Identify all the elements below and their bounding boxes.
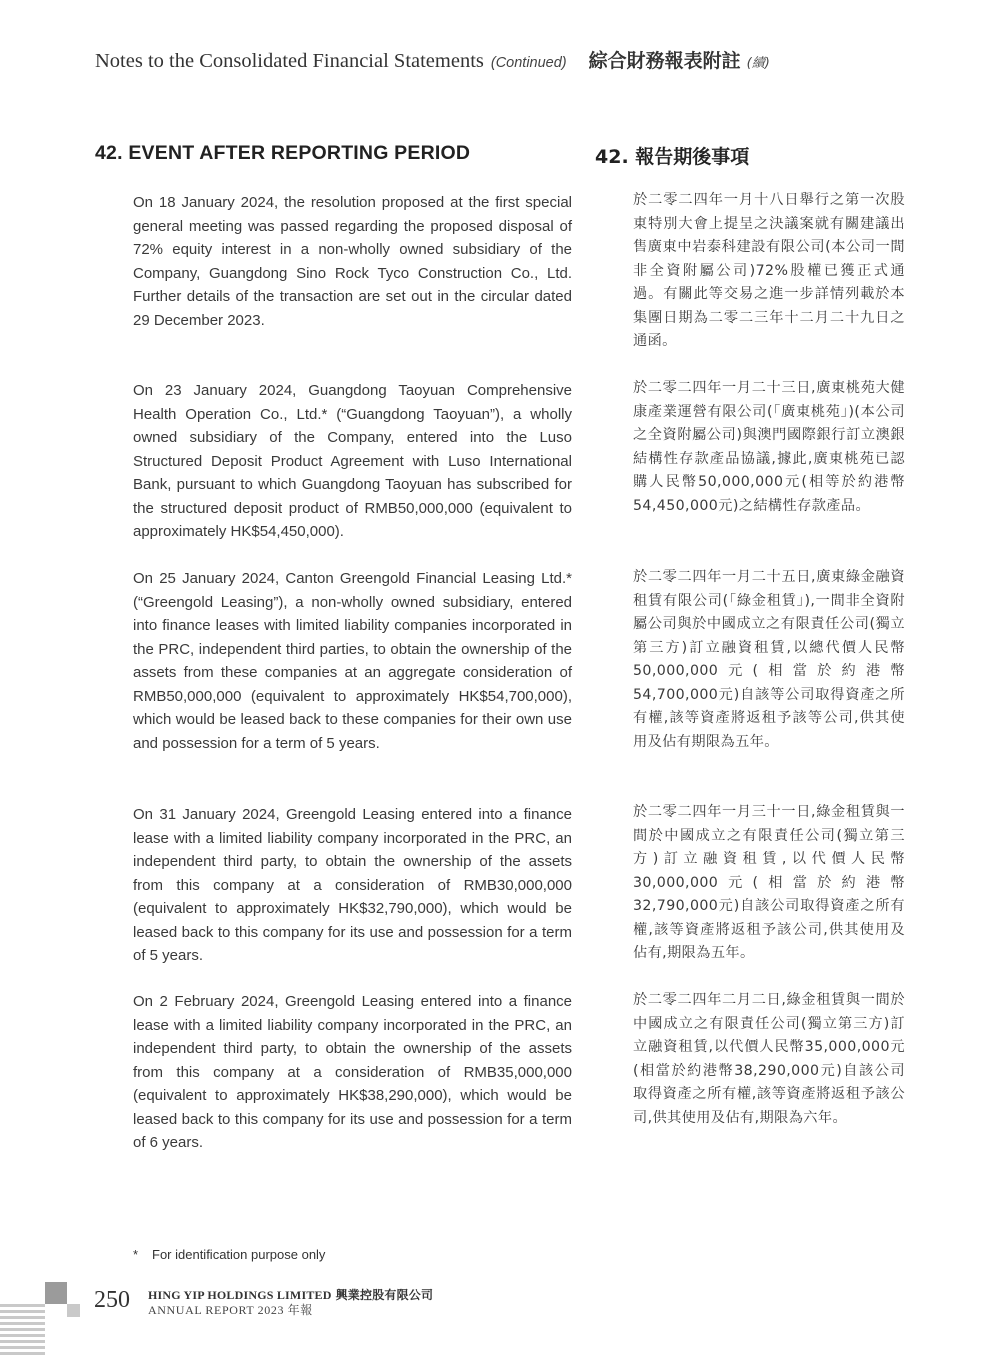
footer-decoration	[0, 1280, 82, 1357]
paragraph-zh-3: 於二零二四年一月二十五日,廣東綠金融資租賃有限公司(「綠金租賃」),一間非全資附屬公司與於中國成立之有限責任公司(獨立第三方)訂立融資租賃,以總代價人民幣50,000,000元(相當於約港幣54,700,000元)自該等公司取得資產之所有權,該等資產將返租予該等公司,供其使用及佔有期限為五年。	[633, 569, 905, 750]
paragraph-zh-1: 於二零二四年一月十八日舉行之第一次股東特別大會上提呈之決議案就有關建議出售廣東中岩泰科建設有限公司(本公司一間非全資附屬公司)72%股權已獲正式通過。有關此等交易之進一步詳情列載於本集團日期為二零二三年十二月二十九日之通函。	[633, 192, 905, 349]
header-title-zh: 綜合財務報表附註	[588, 50, 741, 72]
section-title-zh: 42. 報告期後事項	[595, 146, 750, 168]
company-name-en: HING YIP HOLDINGS LIMITED	[148, 1288, 332, 1302]
header-title-en: Notes to the Consolidated Financial Statements	[95, 50, 484, 72]
paragraph-zh-2: 於二零二四年一月二十三日,廣東桃苑大健康產業運營有限公司(「廣東桃苑」)(本公司之全資附屬公司)與澳門國際銀行訂立澳銀結構性存款產品協議,據此,廣東桃苑已認購人民幣50,000,000元(相等於約港幣54,450,000元)之結構性存款產品。	[633, 380, 905, 514]
footer-report: ANNUAL REPORT 2023 年報	[148, 1303, 313, 1317]
deco-square-light	[67, 1304, 80, 1317]
header-continued-en: (Continued)	[490, 55, 567, 71]
footnote-mark: *	[133, 1247, 139, 1262]
page-number: 250	[94, 1287, 130, 1313]
section-title-en: 42. EVENT AFTER REPORTING PERIOD	[95, 142, 471, 164]
page-header	[95, 46, 770, 78]
deco-square-dark	[45, 1282, 67, 1304]
deco-stripes	[0, 1304, 45, 1355]
header-continued-zh: (續)	[746, 56, 770, 71]
paragraph-en-1: On 18 January 2024, the resolution proposed at the first special general meeting was passed regarding the proposed disposal of 72% equity interest in a non-wholly owned subsidiary of the Company, Guangdong Sino Rock Tyco Construction Co., Ltd. Further details of the transaction are set out in the circular dated 29 December 2023.	[133, 194, 572, 329]
paragraph-zh-5: 於二零二四年二月二日,綠金租賃與一間於中國成立之有限責任公司(獨立第三方)訂立融資租賃,以代價人民幣35,000,000元(相當於約港幣38,290,000元)自該公司取得資產之所有權,該等資產將返租予該公司,供其使用及佔有,期限為六年。	[633, 992, 905, 1126]
paragraph-en-5: On 2 February 2024, Greengold Leasing entered into a finance lease with a limited liability company incorporated in the PRC, an independent third party, to obtain the ownership of the assets from this company at a consideration of RMB35,000,000 (equivalent to approximately HK$38,290,000), which would be leased back to this company for its use and possession for a term of 6 years.	[133, 993, 572, 1151]
footnote-text: For identification purpose only	[152, 1247, 326, 1262]
paragraph-en-4: On 31 January 2024, Greengold Leasing entered into a finance lease with a limited liability company incorporated in the PRC, an independent third party, to obtain the ownership of the assets from this company at a consideration of RMB30,000,000 (equivalent to approximately HK$32,790,000), which would be leased back to this company for its use and possession for a term of 5 years.	[133, 806, 572, 964]
company-name-zh: 興業控股有限公司	[335, 1288, 434, 1302]
paragraph-en-3: On 25 January 2024, Canton Greengold Financial Leasing Ltd.* (“Greengold Leasing”), a non-wholly owned subsidiary, entered into finance leases with limited liability companies incorporated in the PRC, independent third parties, to obtain the ownership of the assets from these companies at an aggregate consideration of RMB50,000,000 (equivalent to approximately HK$54,700,000), which would be leased back to these companies for their own use and possession for a term of 5 years.	[133, 570, 572, 752]
footnote	[133, 1247, 325, 1262]
paragraph-zh-4: 於二零二四年一月三十一日,綠金租賃與一間於中國成立之有限責任公司(獨立第三方)訂立融資租賃,以代價人民幣30,000,000元(相當於約港幣32,790,000元)自該公司取得資產之所有權,該等資產將返租予該公司,供其使用及佔有,期限為五年。	[633, 804, 905, 961]
paragraph-en-2: On 23 January 2024, Guangdong Taoyuan Comprehensive Health Operation Co., Ltd.* (“Guangdong Taoyuan”), a wholly owned subsidiary of the Company, entered into the Luso Structured Deposit Product Agreement with Luso International Bank, pursuant to which Guangdong Taoyuan has subscribed for the structured deposit product of RMB50,000,000 (equivalent to approximately HK$54,450,000).	[133, 382, 572, 540]
